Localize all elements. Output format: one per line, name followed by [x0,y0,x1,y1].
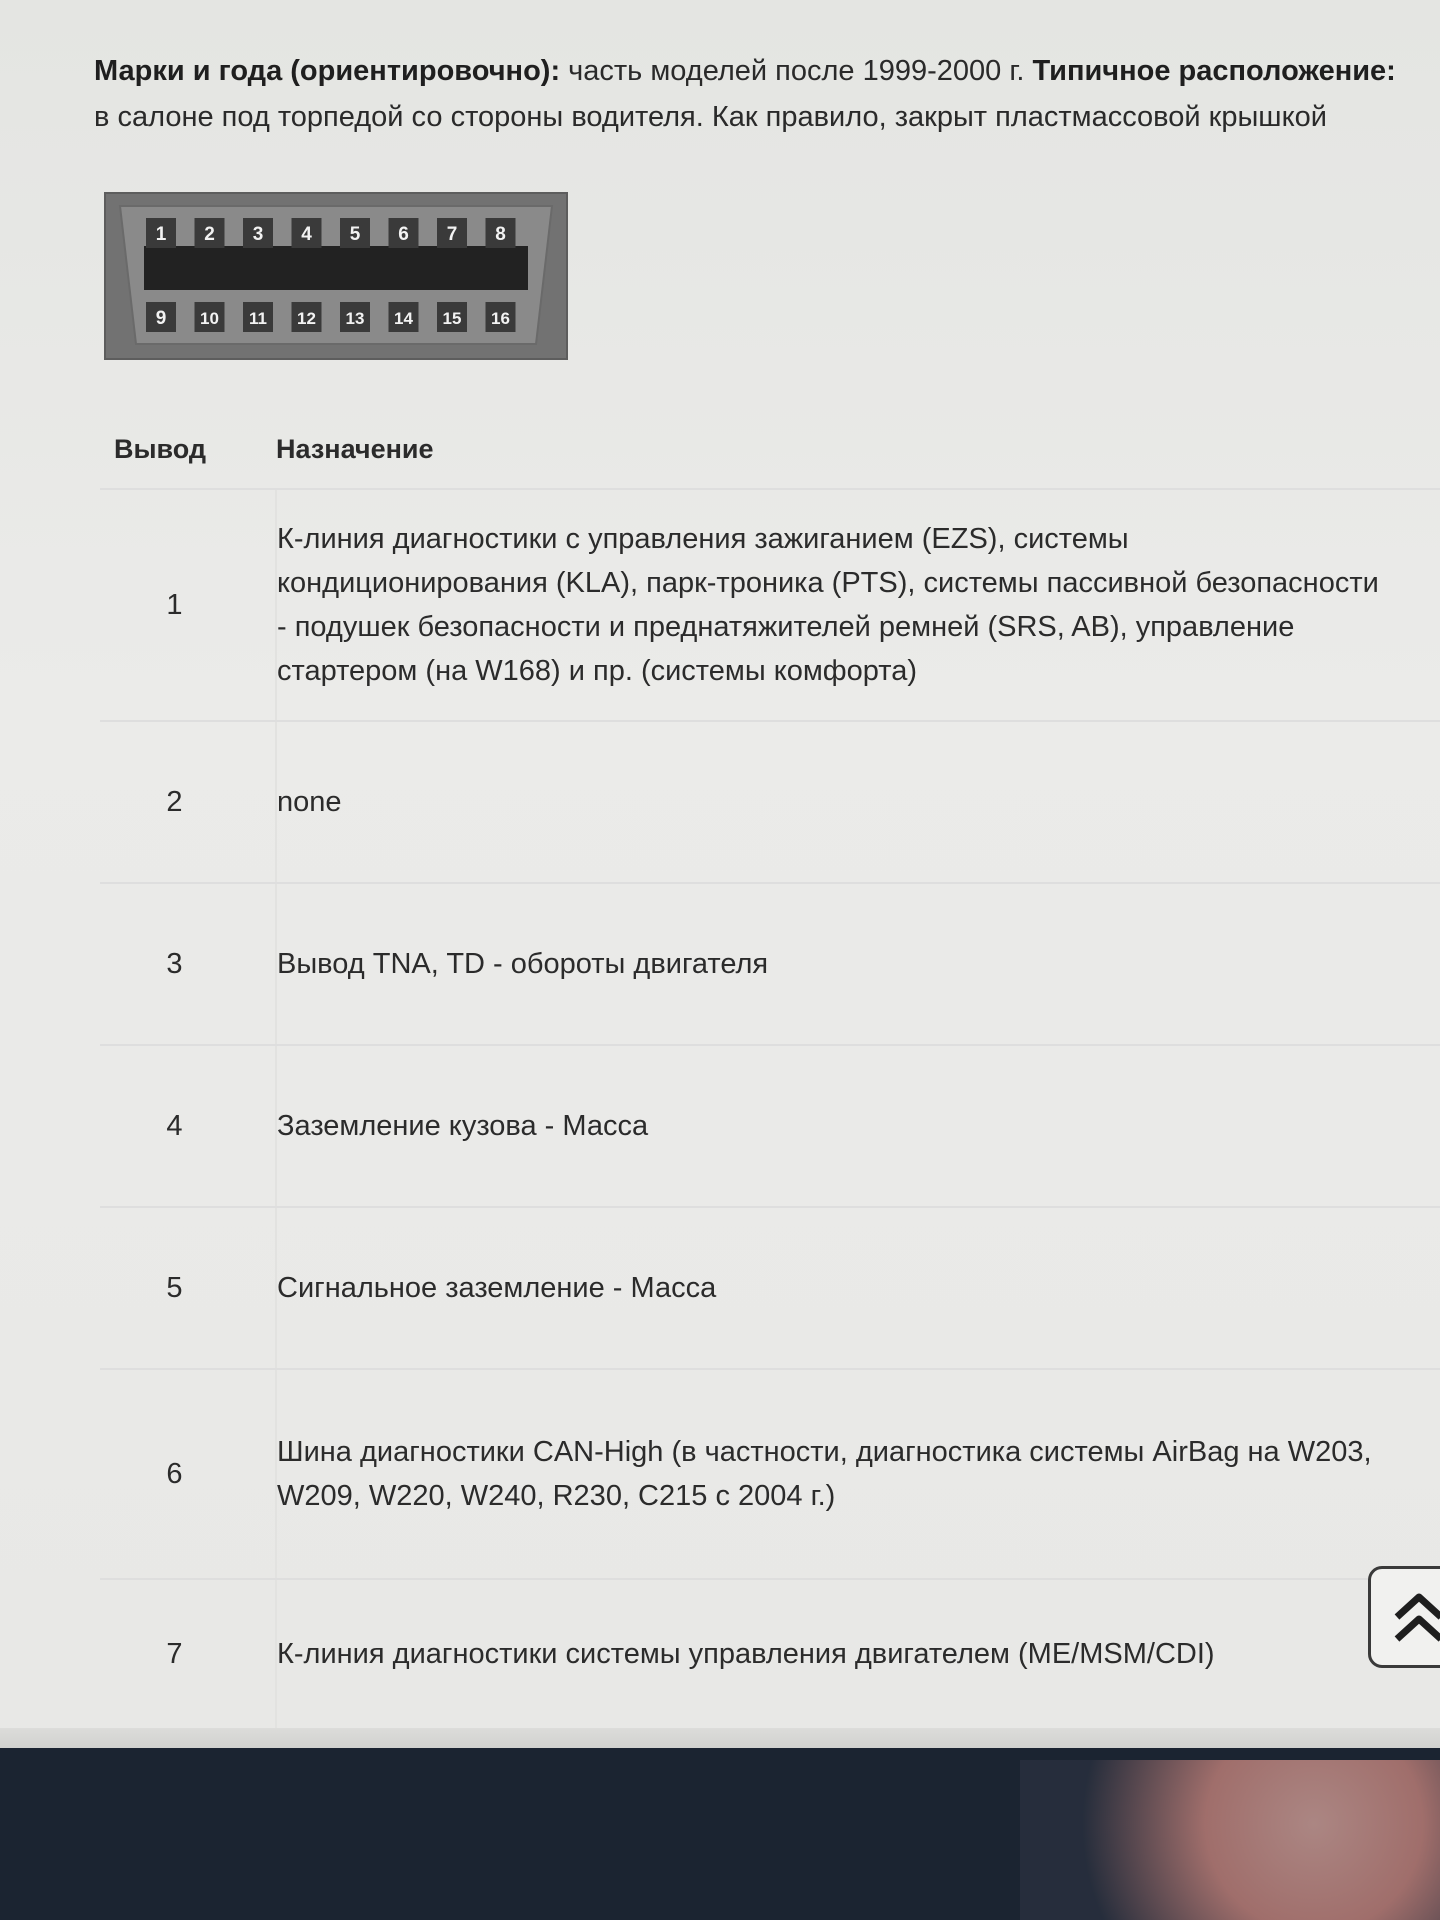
location-label: Типичное расположение: [1032,55,1396,87]
header-purpose: Назначение [276,410,1440,489]
obd2-connector-diagram [104,192,568,360]
table-row [100,883,1440,1045]
pin-description: К-линия диагностики системы управления двигателем (ME/MSM/CDI) [276,1579,1440,1729]
top-pin-label: 8 [495,224,506,245]
pin-number: 2 [100,721,276,883]
table-row [100,1207,1440,1369]
top-pin-label: 6 [398,224,409,245]
top-pin-label: 3 [252,224,264,245]
brands-label: Марки и года (ориентировочно): [94,55,561,87]
pin-description: Сигнальное заземление - Масса [276,1207,1440,1369]
pin-number: 4 [100,1045,276,1207]
bottom-pin-label: 12 [297,309,316,328]
paper-edge [0,1728,1440,1748]
top-pin-label: 4 [301,224,312,245]
pin-number: 6 [100,1369,276,1579]
header-pin: Вывод [100,410,276,489]
table-row [100,1369,1440,1579]
table-header-row [100,410,1440,489]
intro-line-2: в салоне под торпедой со стороны водителя. Как правило, закрыт пластмассовой крышкой [94,101,1327,133]
top-pin-label: 2 [204,224,215,245]
pin-number: 5 [100,1207,276,1369]
brands-text: часть моделей после 1999-2000 г. [560,55,1033,87]
pin-number: 7 [100,1579,276,1729]
double-chevron-up-icon [1389,1587,1440,1647]
table-row [100,1579,1440,1729]
pin-description: К-линия диагностики с управления зажиганием (EZS), системы кондиционирования (KLA), парк-троника (PTS), системы пассивной безопасности - подушек безопасности и преднатяжителей ремней (SRS, AB), управление стартером (на W168) и пр. (системы комфорта) [276,489,1440,721]
bottom-pin-label: 10 [200,309,219,328]
bottom-pin-label: 9 [155,308,167,329]
intro-paragraph [94,48,1440,140]
pin-description: Заземление кузова - Масса [276,1045,1440,1207]
connector-drawing [106,194,566,358]
bottom-pin-label: 16 [491,309,510,328]
top-pin-label: 1 [155,224,167,245]
top-pin-label: 7 [446,224,458,245]
top-pin-label: 5 [349,224,361,245]
intro-line-1 [94,48,1440,94]
table-row [100,721,1440,883]
scroll-to-top-button[interactable] [1368,1566,1440,1668]
pin-description: Вывод TNA, TD - обороты двигателя [276,883,1440,1045]
table-row [100,489,1440,721]
pin-number: 3 [100,883,276,1045]
background-fabric [1020,1760,1440,1920]
table-row [100,1045,1440,1207]
pin-description: none [276,721,1440,883]
bottom-pin-label: 15 [442,309,462,328]
bottom-pin-label: 13 [345,309,365,328]
pin-description: Шина диагностики CAN-High (в частности, диагностика системы AirBag на W203, W209, W220, W240, R230, C215 с 2004 г.) [276,1369,1440,1579]
bottom-pin-label: 11 [249,309,267,328]
bottom-pin-label: 14 [394,309,413,328]
pin-number: 1 [100,489,276,721]
pinout-table [100,410,1440,1730]
